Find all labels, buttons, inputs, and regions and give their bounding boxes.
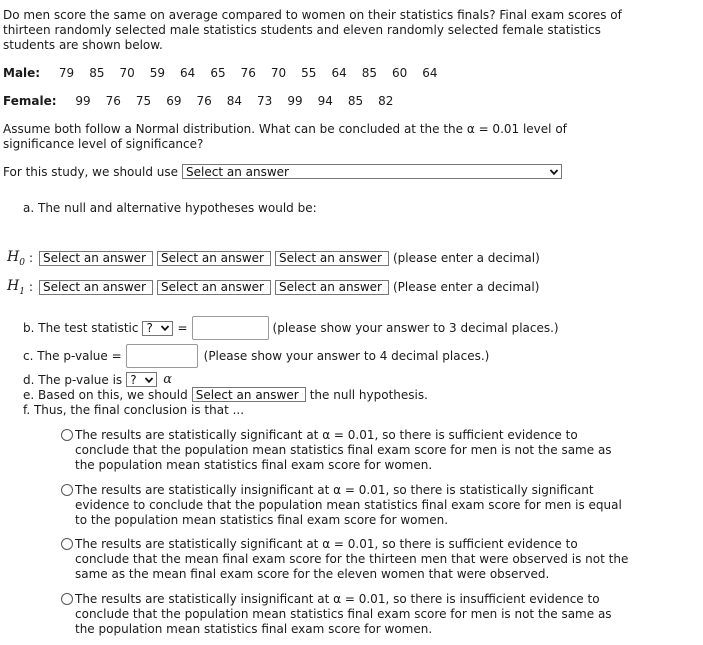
- option-2-text: The results are statistically insignificant at α = 0.01, so there is statistically significant evidence to conclude that the population mean statistics final exam score for men is equal to the population mean statistics final exam score for women.: [75, 483, 622, 527]
- part-c-label: c. The p-value =: [23, 349, 122, 363]
- part-d-label: d. The p-value is: [23, 372, 123, 387]
- male-score: 70: [119, 66, 135, 80]
- chevron-down-icon: [149, 253, 150, 263]
- h1-select-2[interactable]: Select an answer: [157, 280, 271, 295]
- part-a-label: a. The null and alternative hypotheses would be:: [23, 201, 317, 215]
- chevron-down-icon: [267, 253, 268, 263]
- male-score: 64: [422, 66, 438, 80]
- chevron-down-icon: [149, 282, 150, 292]
- female-score: 99: [75, 94, 91, 108]
- male-row: [3, 66, 438, 80]
- male-score: 70: [270, 66, 287, 80]
- male-score: 59: [149, 66, 166, 80]
- male-score: 65: [210, 66, 226, 80]
- male-score: 85: [361, 66, 378, 80]
- h0-colon: :: [28, 251, 33, 266]
- h1-select-3[interactable]: Select an answer: [275, 280, 389, 295]
- h1-note: (Please enter a decimal): [393, 280, 540, 295]
- option-4-radio[interactable]: [61, 593, 73, 605]
- option-1-text: The results are statistically significant at α = 0.01, so there is sufficient evidence to conclude that the population mean statistics final exam score for men is not the same as the population mean statistics final exam score for women.: [75, 428, 612, 472]
- part-d-row: [23, 372, 172, 387]
- female-label: Female:: [3, 94, 57, 108]
- female-score: 73: [257, 94, 273, 108]
- female-score: 99: [287, 94, 303, 108]
- female-scores: [60, 94, 393, 108]
- h1-colon: :: [28, 280, 33, 295]
- male-scores: [44, 66, 438, 80]
- part-f-label: f. Thus, the final conclusion is that ...: [23, 403, 245, 417]
- male-score: 55: [301, 66, 317, 80]
- study-label: For this study, we should use: [3, 164, 179, 179]
- h1-symbol: $H_1$: [7, 278, 25, 297]
- chevron-down-icon: [549, 167, 559, 177]
- chevron-down-icon: [144, 375, 154, 385]
- p-value-compare-select[interactable]: ?: [126, 372, 157, 387]
- male-score: 85: [89, 66, 105, 80]
- h0-row: [7, 249, 540, 268]
- option-1-radio[interactable]: [61, 429, 73, 441]
- part-e-label: e. Based on this, we should: [23, 387, 188, 402]
- h0-note: (please enter a decimal): [393, 251, 540, 266]
- equals-sign: =: [177, 321, 188, 335]
- option-3-text: The results are statistically significant at α = 0.01, so there is sufficient evidence to conclude that the mean final exam score for the thirteen men that were observed is not the same as the mean final exam score for the eleven women that were observed.: [75, 537, 629, 581]
- chevron-down-icon: [385, 253, 386, 263]
- female-row: [3, 94, 393, 108]
- h1-row: [7, 278, 539, 297]
- female-score: 76: [196, 94, 212, 108]
- part-b-label: b. The test statistic: [23, 321, 139, 335]
- female-score: 69: [166, 94, 182, 108]
- female-score: 94: [317, 94, 333, 108]
- h0-select-3[interactable]: Select an answer: [275, 251, 389, 266]
- female-score: 85: [347, 94, 364, 108]
- option-4-text: The results are statistically insignificant at α = 0.01, so there is insufficient evidence to conclude that the population mean statistics final exam score for men is not the same as the population mean statistics final exam score for women.: [75, 592, 612, 636]
- female-score: 84: [226, 94, 243, 108]
- chevron-down-icon: [385, 282, 386, 292]
- decision-select[interactable]: Select an answer: [192, 387, 306, 402]
- chevron-down-icon: [302, 390, 303, 400]
- test-statistic-select[interactable]: ?: [142, 321, 173, 336]
- male-score: 64: [180, 66, 196, 80]
- part-b-row: [23, 316, 559, 340]
- study-select[interactable]: [182, 164, 562, 179]
- chevron-down-icon: [160, 323, 170, 333]
- study-select-value: Select an answer: [186, 164, 289, 179]
- male-score: 64: [331, 66, 347, 80]
- male-score: 76: [240, 66, 256, 80]
- part-c-row: [23, 344, 489, 368]
- assumption-text: Assume both follow a Normal distribution. What can be concluded at the the α = 0.01 level of significance level of significance?: [3, 122, 567, 151]
- male-score: 60: [392, 66, 408, 80]
- alpha-symbol: α: [163, 372, 172, 387]
- h0-select-1[interactable]: Select an answer: [39, 251, 153, 266]
- option-3-radio[interactable]: [61, 538, 73, 550]
- female-score: 76: [105, 94, 121, 108]
- option-2-radio[interactable]: [61, 484, 73, 496]
- part-c-note: (Please show your answer to 4 decimal places.): [203, 349, 490, 363]
- h1-select-1[interactable]: Select an answer: [39, 280, 153, 295]
- chevron-down-icon: [267, 282, 268, 292]
- h0-symbol: $H_0$: [7, 249, 25, 268]
- part-e-suffix: the null hypothesis.: [309, 387, 428, 402]
- study-row: [3, 164, 562, 179]
- female-score: 75: [135, 94, 152, 108]
- p-value-input[interactable]: [126, 344, 198, 368]
- male-label: Male:: [3, 66, 41, 80]
- male-score: 79: [58, 66, 75, 80]
- question-intro: Do men score the same on average compared to women on their statistics finals? Final exam scores of thirteen randomly selected male statistics students and eleven randomly selected female statistics students are shown below.: [3, 8, 622, 52]
- part-b-note: (please show your answer to 3 decimal places.): [272, 321, 559, 335]
- test-statistic-input[interactable]: [192, 316, 269, 340]
- female-score: 82: [378, 94, 394, 108]
- part-e-row: [23, 387, 428, 402]
- h0-select-2[interactable]: Select an answer: [157, 251, 271, 266]
